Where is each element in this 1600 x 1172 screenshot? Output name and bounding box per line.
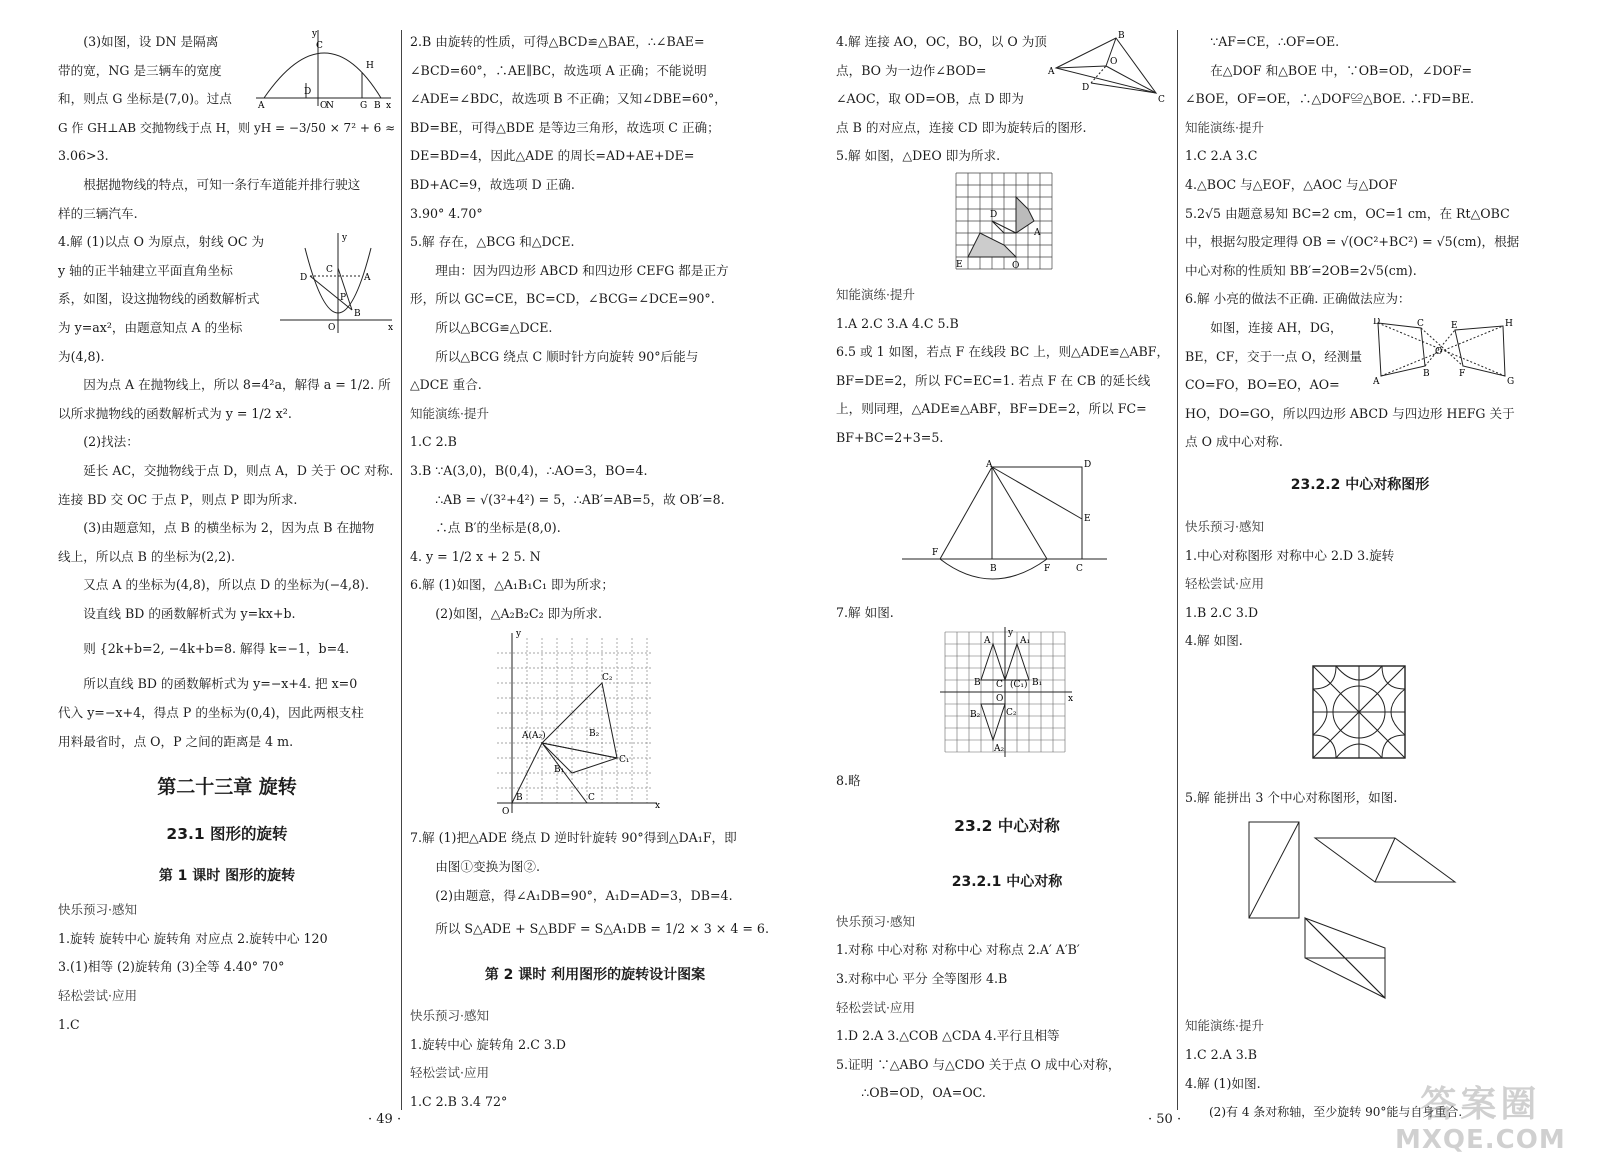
text-line: 如图，连接 AH，DG， <box>1210 319 1343 335</box>
svg-text:B₂: B₂ <box>589 729 600 740</box>
text-line: BE，CF，交于一点 O，经测量 <box>1185 348 1363 364</box>
text-line: 5.解 能拼出 3 个中心对称图形，如图. <box>1185 789 1398 805</box>
text-line: 所以△BCG 绕点 C 顺时针方向旋转 90°后能与 <box>435 348 699 364</box>
svg-text:y: y <box>342 233 348 243</box>
text-line: 3.对称中心 平分 全等图形 4.B <box>836 970 1008 986</box>
text-line: (2)找法： <box>83 434 139 450</box>
subsection-label: 知能演练·提升 <box>1185 1018 1264 1034</box>
subsection-label: 知能演练·提升 <box>836 286 915 302</box>
text-line: 所以 S△ADE + S△BDF = S△A₁DB = 1/2 × 3 × 4 = 6. <box>435 921 769 937</box>
figure-parabola-road <box>256 28 396 108</box>
svg-text:C₂: C₂ <box>1006 708 1017 719</box>
text-line: ∵AF=CE，∴OF=OE. <box>1210 34 1340 49</box>
section-title: 23.1 图形的旋转 <box>166 825 288 844</box>
text-line: 形，所以 GC=CE，BC=CD，∠BCG=∠DCE=90°. <box>410 291 715 307</box>
text-line: 因为点 A 在抛物线上，所以 8=4²a，解得 a = 1/2. 所 <box>83 377 391 393</box>
figure-tangram-shapes <box>1185 812 1535 1012</box>
text-line: BF=DE=2，所以 FC=EC=1. 若点 F 在 CB 的延长线 <box>836 372 1151 388</box>
text-line: 1.B 2.C 3.D <box>1185 604 1259 620</box>
subsection-label: 快乐预习·感知 <box>410 1008 489 1024</box>
text-line: 为 y=ax²，由题意知点 A 的坐标 <box>58 319 243 335</box>
section-title: 23.2.2 中心对称图形 <box>1290 476 1430 493</box>
figure-symmetric-pattern <box>1185 656 1535 784</box>
svg-text:B: B <box>354 309 361 319</box>
text-line: △DCE 重合. <box>410 377 482 393</box>
svg-text:F: F <box>1044 563 1051 574</box>
text-line: (3)如图，设 DN 是隔离 <box>83 34 219 49</box>
svg-text:O: O <box>320 101 328 108</box>
text-line: 为(4,8). <box>58 348 105 364</box>
svg-text:D: D <box>304 87 312 97</box>
figure-grid-deo <box>836 171 1178 281</box>
text-line: HO，DO=GO，所以四边形 ABCD 与四边形 HEFG 关于 <box>1185 405 1515 421</box>
figure-grid-rotation <box>410 628 780 824</box>
text-line: 7.解 (1)把△ADE 绕点 D 逆时针旋转 90°得到△DA₁F，即 <box>410 830 737 846</box>
text-line: 中心对称的性质知 BB′=2OB=2√5(cm). <box>1185 262 1417 278</box>
text-line: ∠AOC，取 OD=OB，点 D 即为 <box>836 91 1024 107</box>
text-line: 4.解 (1)以点 O 为原点，射线 OC 为 <box>58 234 265 250</box>
text-line: 1.C 2.A 3.C <box>1185 148 1258 164</box>
text-line: 3.B ∵A(3,0)，B(0,4)，∴AO=3，BO=4. <box>410 462 648 478</box>
figure-two-quads <box>1373 318 1523 388</box>
text-line: 用料最省时，点 O，P 之间的距离是 4 m. <box>58 733 294 749</box>
svg-text:O: O <box>1435 347 1443 357</box>
svg-text:A: A <box>1034 227 1041 238</box>
text-line: 连接 BD 交 OC 于点 P，则点 P 即为所求. <box>58 491 298 507</box>
page-number-left: · 49 · <box>368 1112 402 1127</box>
text-line: 由图①变换为图②. <box>435 859 540 875</box>
svg-text:y: y <box>1008 628 1014 639</box>
svg-text:A(A₂): A(A₂) <box>522 731 546 742</box>
svg-text:x: x <box>655 801 661 812</box>
text-line: 5.证明 ∵△ABO 与△CDO 关于点 O 成中心对称， <box>836 1056 1121 1072</box>
text-line: 5.解 如图，△DEO 即为所求. <box>836 148 1001 164</box>
figure-parabola-axes <box>280 228 396 338</box>
text-line: BD=BE，可得△BDE 是等边三角形，故选项 C 正确； <box>410 119 720 135</box>
svg-text:N: N <box>326 101 334 108</box>
text-line: 根据抛物线的特点，可知一条行车道能并排行驶这 <box>83 176 361 192</box>
subsection-label: 快乐预习·感知 <box>836 913 915 929</box>
svg-text:G: G <box>360 101 368 108</box>
text-line: 点 O 成中心对称. <box>1185 434 1283 450</box>
text-line: 6.解 小亮的做法不正确. 正确做法应为： <box>1185 291 1411 307</box>
svg-text:y: y <box>516 629 522 640</box>
svg-text:O: O <box>502 807 510 818</box>
column-4 <box>1185 28 1535 1127</box>
svg-text:A: A <box>364 273 371 283</box>
svg-text:y: y <box>312 29 318 39</box>
text-line: 延长 AC，交抛物线于点 D，则点 A，D 关于 OC 对称. <box>83 462 394 478</box>
text-line: 1.旋转 旋转中心 旋转角 对应点 2.旋转中心 120 <box>58 930 328 946</box>
svg-text:P: P <box>340 293 347 303</box>
subsection-label: 快乐预习·感知 <box>1185 518 1264 534</box>
column-divider <box>401 30 402 1110</box>
svg-text:B: B <box>1423 369 1430 379</box>
text-line: 1.对称 中心对称 对称中心 对称点 2.A′ A′B′ <box>836 942 1080 958</box>
text-line: 理由：因为四边形 ABCD 和四边形 CEFG 都是正方 <box>435 262 729 278</box>
svg-text:B: B <box>516 793 523 804</box>
text-line: 1.D 2.A 3.△COB △CDA 4.平行且相等 <box>836 1028 1060 1044</box>
svg-text:O: O <box>328 323 336 333</box>
svg-text:C₂: C₂ <box>602 673 613 684</box>
text-line: 4.解 (1)如图. <box>1185 1075 1261 1091</box>
svg-text:B₁: B₁ <box>554 765 565 776</box>
text-line: 以所求抛物线的函数解析式为 y = 1/2 x². <box>58 405 292 421</box>
svg-text:A₁: A₁ <box>1020 636 1031 647</box>
text-line: 8.略 <box>836 773 861 789</box>
svg-text:A: A <box>984 636 991 647</box>
svg-text:C₁: C₁ <box>619 755 630 766</box>
text-line: 4.解 连接 AO，OC，BO，以 O 为顶 <box>836 34 1047 49</box>
svg-text:B: B <box>1118 31 1125 41</box>
text-line: 4.△BOC 与△EOF，△AOC 与△DOF <box>1185 176 1398 192</box>
lesson-title: 第 1 课时 图形的旋转 <box>158 868 296 885</box>
svg-text:C: C <box>996 680 1003 691</box>
text-line: ∠BOE，OF=OE，∴△DOF≌△BOE. ∴FD=BE. <box>1185 91 1475 107</box>
svg-text:C: C <box>326 265 333 275</box>
text-line: 4.解 如图. <box>1185 633 1243 649</box>
svg-text:A: A <box>258 101 265 108</box>
svg-text:C: C <box>1076 563 1083 574</box>
text-line: BD+AC=9，故选项 D 正确. <box>410 176 575 192</box>
text-line: ∴OB=OD，OA=OC. <box>861 1085 986 1101</box>
text-line: (2)有 4 条对称轴，至少旋转 90°能与自身重合. <box>1209 1105 1463 1120</box>
svg-text:x: x <box>388 323 394 333</box>
text-line: (2)如图，△A₂B₂C₂ 即为所求. <box>435 605 603 621</box>
text-line: 又点 A 的坐标为(4,8)，所以点 D 的坐标为(−4,8). <box>83 577 369 593</box>
svg-text:H: H <box>366 61 374 71</box>
text-line: 3.06>3. <box>58 148 109 164</box>
svg-text:D: D <box>300 273 308 283</box>
column-3 <box>836 28 1178 1108</box>
svg-text:B: B <box>974 678 981 689</box>
subsection-label: 知能演练·提升 <box>410 405 489 421</box>
watermark-logo <box>1395 1085 1566 1155</box>
svg-text:B: B <box>990 563 997 574</box>
text-line: 5.2√5 由题意易知 BC=2 cm，OC=1 cm，在 Rt△OBC <box>1185 205 1510 221</box>
text-line: 样的三辆汽车. <box>58 205 138 221</box>
svg-text:O: O <box>1012 260 1020 271</box>
svg-text:G: G <box>1507 377 1515 387</box>
watermark-bottom-text: MXQE.COM <box>1395 1125 1566 1155</box>
text-line: 1.旋转中心 旋转角 2.C 3.D <box>410 1036 566 1052</box>
text-line: 3.(1)相等 (2)旋转角 (3)全等 4.40° 70° <box>58 959 285 975</box>
svg-text:x: x <box>386 101 392 108</box>
text-line: 2.B 由旋转的性质，可得△BCD≌△BAE，∴∠BAE= <box>410 34 705 49</box>
text-line: 4. y = 1/2 x + 2 5. N <box>410 548 541 564</box>
svg-text:O: O <box>996 694 1004 705</box>
text-line: 设直线 BD 的函数解析式为 y=kx+b. <box>83 605 296 621</box>
text-line: DE=BD=4，因此△ADE 的周长=AD+AE+DE= <box>410 148 695 164</box>
svg-text:A: A <box>986 459 993 470</box>
subsection-label: 知能演练·提升 <box>1185 119 1264 135</box>
lesson-title: 第 2 课时 利用图形的旋转设计图案 <box>484 967 706 984</box>
text-line: 1.中心对称图形 对称中心 2.D 3.旋转 <box>1185 547 1395 563</box>
text-line: 系，如图，设这抛物线的函数解析式 <box>58 291 260 307</box>
text-line: 1.C 2.B 3.4 72° <box>410 1094 508 1110</box>
text-line: ∴AB = √(3²+4²) = 5，∴AB′=AB=5，故 OB′=8. <box>435 491 725 507</box>
svg-text:x: x <box>1068 694 1074 705</box>
subsection-label: 轻松尝试·应用 <box>1185 576 1264 592</box>
page-number-right: · 50 · <box>1148 1112 1182 1127</box>
text-line: ∠ADE=∠BDC，故选项 B 不正确；又知∠DBE=60°， <box>410 91 727 107</box>
svg-text:A₂: A₂ <box>994 744 1005 755</box>
text-line: 中，根据勾股定理得 OB = √(OC²+BC²) = √5(cm)，根据 <box>1185 234 1520 250</box>
subsection-label: 快乐预习·感知 <box>58 902 137 918</box>
text-line: 在△DOF 和△BOE 中，∵OB=OD，∠DOF= <box>1210 62 1473 78</box>
column-2 <box>410 28 780 1117</box>
svg-text:H: H <box>1505 319 1513 329</box>
text-line: 带的宽，NG 是三辆车的宽度 <box>58 62 222 78</box>
text-line: 6.解 (1)如图，△A₁B₁C₁ 即为所求； <box>410 577 615 593</box>
text-line: (2)由题意，得∠A₁DB=90°，A₁D=AD=3，DB=4. <box>435 887 733 903</box>
text-line: ∠BCD=60°，∴AE∥BC，故选项 A 正确；不能说明 <box>410 62 707 78</box>
svg-text:D: D <box>1373 318 1381 327</box>
text-line: 点，BO 为一边作∠BOD= <box>836 62 987 78</box>
svg-text:(C₁): (C₁) <box>1010 680 1028 691</box>
svg-text:A: A <box>1373 377 1380 387</box>
section-title: 23.2 中心对称 <box>954 816 1060 835</box>
text-line: 线上，所以点 B 的坐标为(2,2). <box>58 548 236 564</box>
text-line: 5.解 存在，△BCG 和△DCE. <box>410 234 575 250</box>
text-line: 代入 y=−x+4，得点 P 的坐标为(0,4)，因此两根支柱 <box>58 705 364 721</box>
text-line: 上，则同理，△ADE≌△ABF，BF=DE=2，所以 FC= <box>836 401 1147 417</box>
subsection-label: 轻松尝试·应用 <box>410 1065 489 1081</box>
text-line: ∴点 B′的坐标是(8,0). <box>435 520 561 536</box>
text-line: 7.解 如图. <box>836 604 894 620</box>
chapter-title: 第二十三章 旋转 <box>157 776 297 799</box>
text-line: 3.90° 4.70° <box>410 205 483 221</box>
svg-text:C: C <box>1417 319 1424 329</box>
svg-text:F: F <box>932 547 939 558</box>
text-line: CO=FO，BO=EO，AO= <box>1185 377 1340 393</box>
text-line: 点 B 的对应点，连接 CD 即为旋转后的图形. <box>836 119 1087 135</box>
text-line: BF+BC=2+3=5. <box>836 429 944 445</box>
svg-text:A: A <box>1048 67 1055 77</box>
text-line: (3)由题意知，点 B 的横坐标为 2，因为点 B 在抛物 <box>83 520 375 536</box>
svg-text:O: O <box>1110 57 1118 67</box>
svg-text:E: E <box>1451 321 1458 331</box>
svg-text:D: D <box>990 209 998 220</box>
svg-text:C: C <box>588 793 595 804</box>
svg-text:D: D <box>1082 83 1090 93</box>
text-line: 则 {2k+b=2, −4k+b=8. 解得 k=−1，b=4. <box>83 641 350 657</box>
svg-text:B₁: B₁ <box>1032 678 1043 689</box>
figure-square-fan <box>836 459 1178 599</box>
svg-text:F: F <box>1459 369 1466 379</box>
column-1 <box>58 28 396 1039</box>
text-line: 所以直线 BD 的函数解析式为 y=−x+4. 把 x=0 <box>83 676 358 692</box>
text-line: 1.C 2.B <box>410 434 457 450</box>
svg-text:B: B <box>374 101 381 108</box>
figure-grid-symmetric <box>836 627 1178 767</box>
subsection-label: 轻松尝试·应用 <box>836 999 915 1015</box>
section-title: 23.2.1 中心对称 <box>951 873 1063 890</box>
subsection-label: 轻松尝试·应用 <box>58 988 137 1004</box>
text-line: 1.C 2.A 3.B <box>1185 1047 1258 1063</box>
text-line: G 作 GH⊥AB 交抛物线于点 H，则 yH = −3/50 × 7² + 6 ≈ <box>58 120 396 135</box>
svg-text:D: D <box>1084 459 1092 470</box>
watermark-top-text: 答案圈 <box>1420 1084 1541 1125</box>
figure-rotation-triangle <box>1046 28 1176 108</box>
text-line: 1.A 2.C 3.A 4.C 5.B <box>836 315 959 331</box>
text-line: y 轴的正半轴建立平面直角坐标 <box>58 262 233 278</box>
svg-text:E: E <box>956 259 963 270</box>
svg-text:E: E <box>1084 513 1091 524</box>
svg-text:C: C <box>316 41 323 51</box>
svg-text:B₂: B₂ <box>970 710 981 721</box>
text-line: 所以△BCG≌△DCE. <box>435 319 553 335</box>
text-line: 6.5 或 1 如图，若点 F 在线段 BC 上，则△ADE≌△ABF， <box>836 344 1170 360</box>
svg-text:C: C <box>1158 95 1165 105</box>
text-line: 和，则点 G 坐标是(7,0)。过点 <box>58 91 232 107</box>
text-line: 1.C <box>58 1016 80 1032</box>
